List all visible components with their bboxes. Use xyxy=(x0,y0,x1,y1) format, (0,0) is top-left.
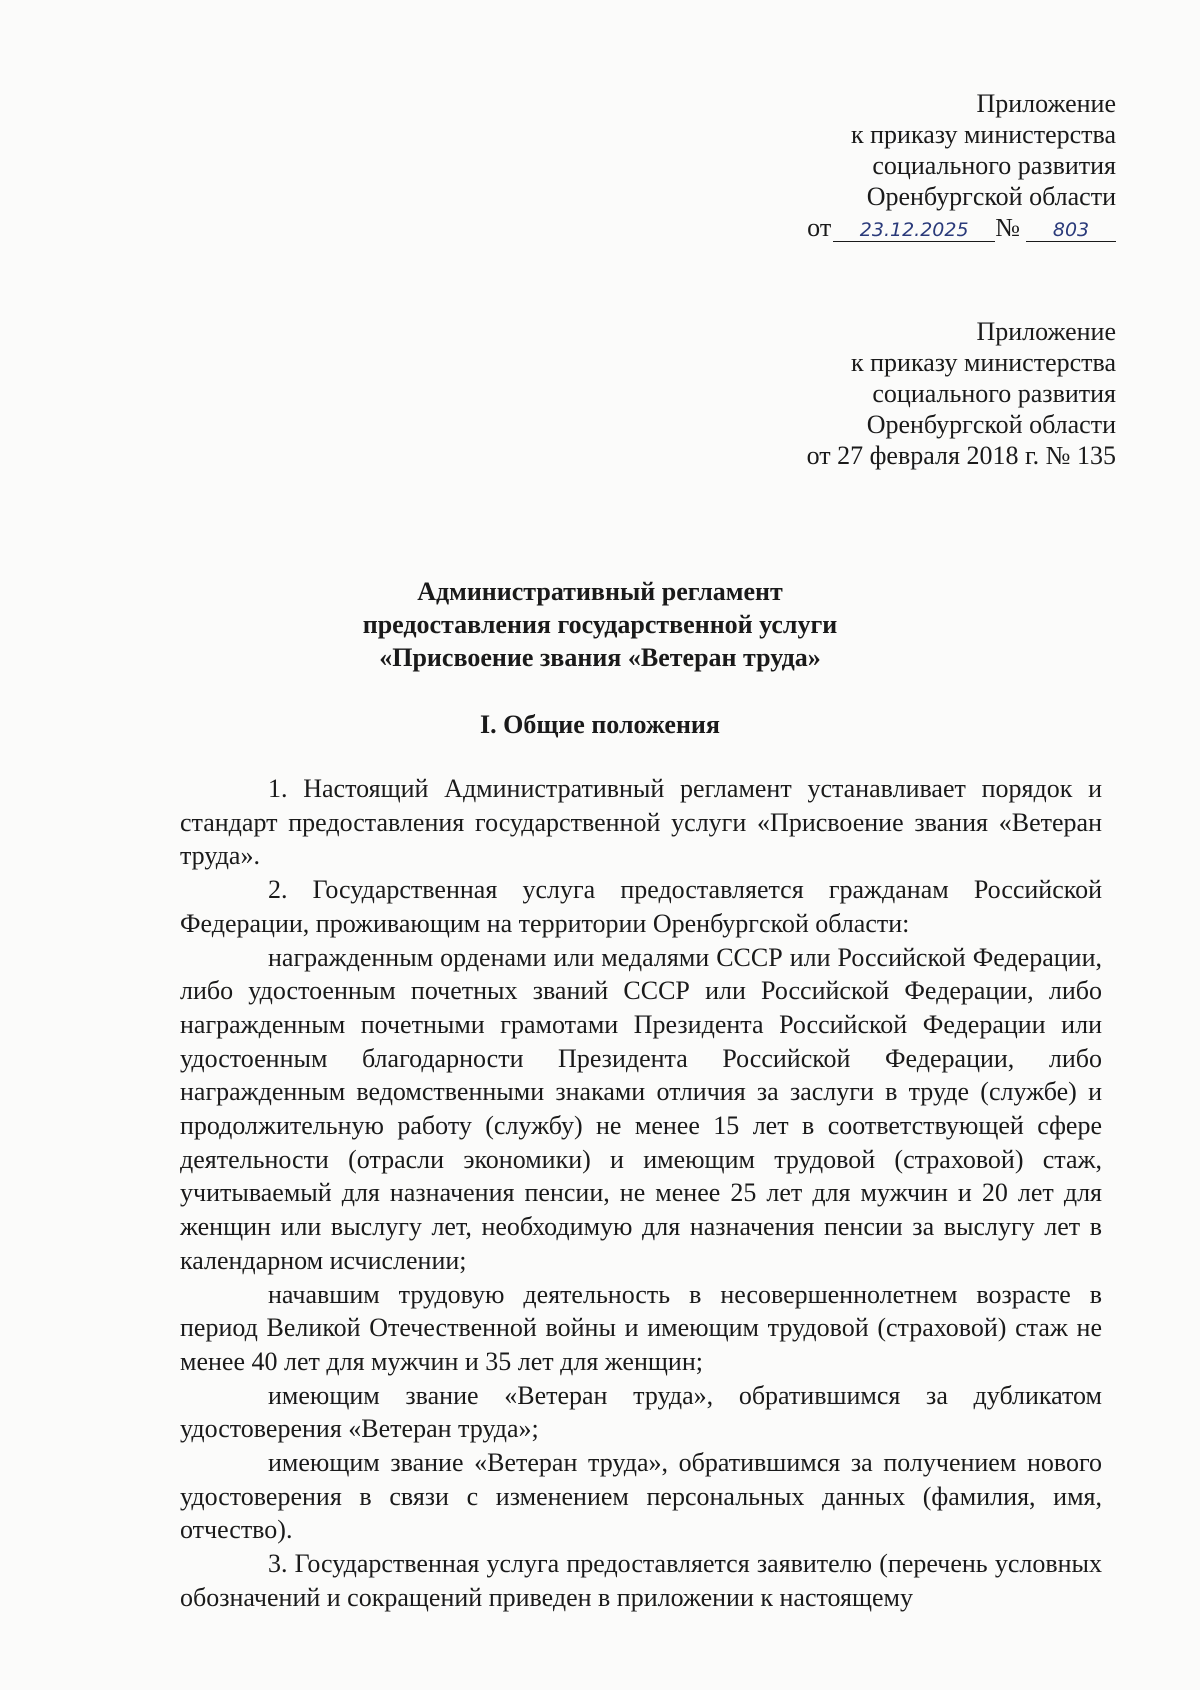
paragraph: 2. Государственная услуга предоставляется гражданам Российской Федерации, проживающим на территории Оренбургской области: xyxy=(180,875,1102,938)
section-heading: I. Общие положения xyxy=(480,710,720,739)
paragraph: 3. Государственная услуга предоставляется заявителю (перечень условных обозначений и сокращений приведен в приложении к настоящему xyxy=(180,1549,1102,1612)
appendix-line: от 27 февраля 2018 г. № 135 xyxy=(806,441,1116,470)
order-date-number-line xyxy=(807,212,1116,243)
appendix-line: к приказу министерства xyxy=(851,348,1116,377)
paragraph: награжденным орденами или медалями СССР или Российской Федерации, либо удостоенным почетных званий СССР или Российской Федерации, либо награжденным почетными грамотами Президента Российской Федерации или удостоенным благодарности Президента Российской Федерации, либо награжденным ведомственными знаками отличия за заслуги в труде (службе) и продолжительную работу (службу) не менее 15 лет в соответствующей сфере деятельности (отрасли экономики) и имеющим трудовой (страховой) стаж, учитываемый для назначения пенсии, не менее 25 лет для мужчин и 20 лет для женщин или выслугу лет, необходимую для назначения пенсии за выслугу лет в календарном исчислении; xyxy=(180,942,1102,1275)
appendix-line: Приложение xyxy=(976,317,1116,346)
handwritten-order-date: 23.12.2025 xyxy=(833,219,995,242)
paragraph: 1. Настоящий Административный регламент устанавливает порядок и стандарт предоставления государственной услуги «Присвоение звания «Ветеран труда». xyxy=(180,774,1102,871)
appendix-header-2018 xyxy=(807,316,1116,471)
from-label: от xyxy=(807,213,832,242)
appendix-line: социального развития xyxy=(872,151,1116,180)
number-label: № xyxy=(995,213,1020,242)
title-line: «Присвоение звания «Ветеран труда» xyxy=(379,643,821,672)
title-line: предоставления государственной услуги xyxy=(362,610,838,639)
appendix-line: Оренбургской области xyxy=(866,410,1116,439)
paragraph: имеющим звание «Ветеран труда», обратившимся за получением нового удостоверения в связи с изменением персональных данных (фамилия, имя, отчество). xyxy=(180,1448,1102,1545)
appendix-header-2025 xyxy=(807,88,1116,243)
handwritten-order-number: 803 xyxy=(1026,219,1116,242)
paragraph: начавшим трудовую деятельность в несовершеннолетнем возрасте в период Великой Отечественной войны и имеющим трудовой (страховой) стаж не менее 40 лет для мужчин и 35 лет для женщин; xyxy=(180,1279,1102,1376)
appendix-line: Оренбургской области xyxy=(866,182,1116,211)
document-body xyxy=(180,772,1102,1615)
document-title xyxy=(0,575,1200,674)
appendix-line: к приказу министерства xyxy=(851,120,1116,149)
appendix-line: социального развития xyxy=(872,379,1116,408)
paragraph: имеющим звание «Ветеран труда», обратившимся за дубликатом удостоверения «Ветеран труда»; xyxy=(180,1380,1102,1444)
appendix-line: Приложение xyxy=(976,89,1116,118)
title-line: Административный регламент xyxy=(417,577,783,606)
